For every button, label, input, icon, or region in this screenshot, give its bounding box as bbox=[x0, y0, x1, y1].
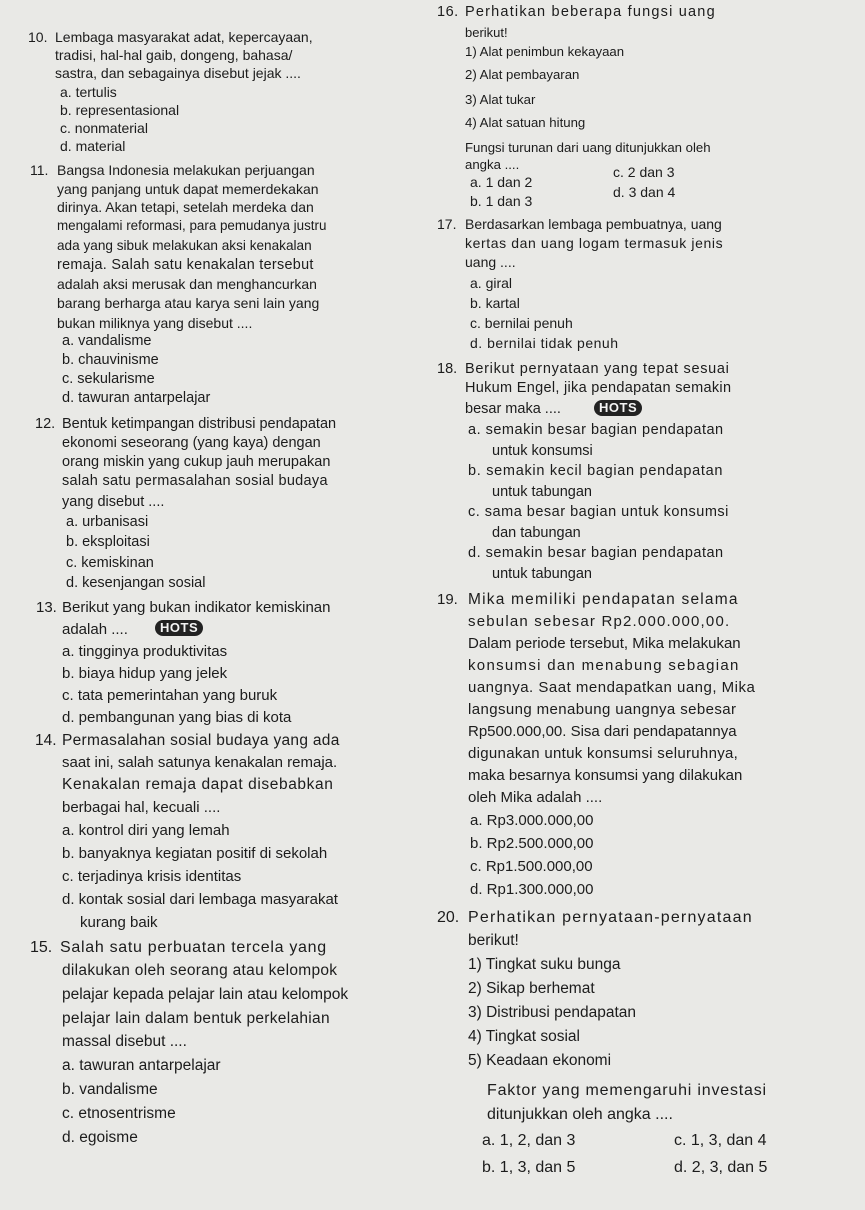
answer-option: c. terjadinya krisis identitas bbox=[62, 868, 242, 885]
question-number: 20. bbox=[437, 909, 460, 926]
question-number: 12. bbox=[35, 416, 56, 432]
answer-option: b. representasional bbox=[60, 102, 180, 118]
text-line: dilakukan oleh seorang atau kelompok bbox=[62, 962, 338, 979]
text-line: pelajar kepada pelajar lain atau kelompok bbox=[62, 986, 349, 1003]
text-line: ekonomi seseorang (yang kaya) dengan bbox=[62, 435, 321, 451]
text-line: Salah satu perbuatan tercela yang bbox=[60, 939, 327, 956]
text-line: Permasalahan sosial budaya yang ada bbox=[62, 732, 340, 749]
answer-option: b. biaya hidup yang jelek bbox=[62, 665, 228, 682]
text-line: sastra, dan sebagainya disebut jejak .... bbox=[55, 65, 301, 81]
question-number: 16. bbox=[437, 4, 459, 20]
answer-option: a. vandalisme bbox=[62, 333, 152, 349]
text-line: Bentuk ketimpangan distribusi pendapatan bbox=[62, 416, 337, 432]
text-line: Fungsi turunan dari uang ditunjukkan oleh bbox=[465, 140, 711, 155]
text-line: mengalami reformasi, para pemudanya justru bbox=[57, 218, 327, 233]
answer-option: untuk konsumsi bbox=[492, 443, 593, 459]
hots-badge: HOTS bbox=[155, 620, 203, 636]
answer-option: b. banyaknya kegiatan positif di sekolah bbox=[62, 845, 328, 862]
answer-option: c. sama besar bagian untuk konsumsi bbox=[468, 504, 729, 520]
answer-option: c. Rp1.500.000,00 bbox=[470, 858, 593, 875]
question-number: 17. bbox=[437, 216, 457, 232]
text-line: pelajar lain dalam bentuk perkelahian bbox=[62, 1010, 330, 1027]
text-line: yang disebut .... bbox=[62, 494, 165, 510]
answer-option: a. tawuran antarpelajar bbox=[62, 1057, 221, 1074]
answer-option: d. egoisme bbox=[62, 1129, 138, 1146]
answer-option: untuk tabungan bbox=[492, 566, 592, 582]
answer-option: c. kemiskinan bbox=[66, 555, 154, 571]
answer-option: c. 1, 3, dan 4 bbox=[674, 1132, 767, 1149]
answer-option: kurang baik bbox=[80, 914, 158, 931]
text-line: berikut! bbox=[468, 932, 519, 949]
question-number: 19. bbox=[437, 591, 458, 608]
answer-option: d. Rp1.300.000,00 bbox=[470, 881, 594, 898]
answer-option: b. eksploitasi bbox=[66, 534, 150, 550]
text-line: maka besarnya konsumsi yang dilakukan bbox=[468, 767, 743, 784]
question-number: 18. bbox=[437, 361, 458, 377]
answer-option: d. tawuran antarpelajar bbox=[62, 390, 211, 406]
list-item: 2) Sikap berhemat bbox=[468, 980, 595, 997]
answer-option: c. sekularisme bbox=[62, 371, 155, 387]
question-number: 13. bbox=[36, 599, 57, 616]
answer-option: d. material bbox=[60, 138, 126, 154]
text-line: Kenakalan remaja dapat disebabkan bbox=[62, 776, 334, 793]
list-item: 4) Tingkat sosial bbox=[468, 1028, 580, 1045]
text-line: langsung menabung uangnya sebesar bbox=[468, 701, 737, 718]
answer-option: d. 3 dan 4 bbox=[613, 184, 676, 200]
answer-option: a. kontrol diri yang lemah bbox=[62, 822, 230, 839]
answer-option: c. 2 dan 3 bbox=[613, 164, 675, 180]
answer-option: b. 1, 3, dan 5 bbox=[482, 1159, 576, 1176]
answer-option: a. urbanisasi bbox=[66, 514, 149, 530]
answer-option: c. tata pemerintahan yang buruk bbox=[62, 687, 278, 704]
list-item: 5) Keadaan ekonomi bbox=[468, 1052, 612, 1069]
text-line: Rp500.000,00. Sisa dari pendapatannya bbox=[468, 723, 737, 740]
text-line: tradisi, hal-hal gaib, dongeng, bahasa/ bbox=[55, 47, 293, 63]
answer-option: d. pembangunan yang bias di kota bbox=[62, 709, 292, 726]
text-line: Bangsa Indonesia melakukan perjuangan bbox=[57, 162, 315, 178]
answer-option: a. giral bbox=[470, 275, 513, 291]
text-line: adalah .... bbox=[62, 621, 128, 638]
text-line: orang miskin yang cukup jauh merupakan bbox=[62, 454, 331, 470]
answer-option: a. 1, 2, dan 3 bbox=[482, 1132, 576, 1149]
text-line: oleh Mika adalah .... bbox=[468, 789, 603, 806]
text-line: Dalam periode tersebut, Mika melakukan bbox=[468, 635, 741, 652]
question-number: 14. bbox=[35, 732, 57, 749]
question-number: 15. bbox=[30, 939, 53, 956]
text-line: angka .... bbox=[465, 157, 520, 172]
text-line: kertas dan uang logam termasuk jenis bbox=[465, 235, 724, 251]
answer-option: a. 1 dan 2 bbox=[470, 174, 533, 190]
text-line: remaja. Salah satu kenakalan tersebut bbox=[57, 257, 314, 273]
answer-option: d. semakin besar bagian pendapatan bbox=[468, 545, 724, 561]
question-number: 11. bbox=[30, 162, 49, 178]
answer-option: b. 1 dan 3 bbox=[470, 193, 533, 209]
answer-option: a. semakin besar bagian pendapatan bbox=[468, 422, 724, 438]
answer-option: b. Rp2.500.000,00 bbox=[470, 835, 594, 852]
text-line: salah satu permasalahan sosial budaya bbox=[62, 473, 328, 489]
text-line: berikut! bbox=[465, 25, 508, 40]
answer-option: d. kontak sosial dari lembaga masyarakat bbox=[62, 891, 338, 908]
text-line: uang .... bbox=[465, 254, 516, 270]
hots-badge: HOTS bbox=[594, 400, 642, 416]
answer-option: c. nonmaterial bbox=[60, 120, 148, 136]
text-line: bukan miliknya yang disebut .... bbox=[57, 315, 253, 331]
list-item: 4) Alat satuan hitung bbox=[465, 115, 586, 130]
text-line: barang berharga atau karya seni lain yang bbox=[57, 295, 320, 311]
list-item: 1) Tingkat suku bunga bbox=[468, 956, 621, 973]
text-line: sebulan sebesar Rp2.000.000,00. bbox=[468, 613, 731, 630]
text-line: digunakan untuk konsumsi seluruhnya, bbox=[468, 745, 739, 762]
text-line: ada yang sibuk melakukan aksi kenakalan bbox=[57, 238, 312, 253]
text-line: Mika memiliki pendapatan selama bbox=[468, 591, 739, 608]
text-line: Berdasarkan lembaga pembuatnya, uang bbox=[465, 216, 722, 232]
answer-option: b. vandalisme bbox=[62, 1081, 158, 1098]
answer-option: a. tertulis bbox=[60, 84, 117, 100]
answer-option: b. chauvinisme bbox=[62, 352, 159, 368]
list-item: 1) Alat penimbun kekayaan bbox=[465, 44, 625, 59]
list-item: 2) Alat pembayaran bbox=[465, 67, 580, 82]
text-line: besar maka .... bbox=[465, 401, 561, 417]
answer-option: b. kartal bbox=[470, 295, 520, 311]
answer-option: d. 2, 3, dan 5 bbox=[674, 1159, 768, 1176]
answer-option: c. etnosentrisme bbox=[62, 1105, 176, 1122]
text-line: Berikut pernyataan yang tepat sesuai bbox=[465, 361, 730, 377]
text-line: konsumsi dan menabung sebagian bbox=[468, 657, 740, 674]
answer-option: untuk tabungan bbox=[492, 484, 592, 500]
text-line: dirinya. Akan tetapi, setelah merdeka dan bbox=[57, 199, 314, 215]
text-line: adalah aksi merusak dan menghancurkan bbox=[57, 276, 317, 292]
text-line: massal disebut .... bbox=[62, 1033, 187, 1050]
text-line: uangnya. Saat mendapatkan uang, Mika bbox=[468, 679, 756, 696]
text-line: Berikut yang bukan indikator kemiskinan bbox=[62, 599, 331, 616]
answer-option: dan tabungan bbox=[492, 525, 581, 541]
answer-option: a. tingginya produktivitas bbox=[62, 643, 228, 660]
answer-option: c. bernilai penuh bbox=[470, 315, 573, 331]
answer-option: a. Rp3.000.000,00 bbox=[470, 812, 594, 829]
text-line: berbagai hal, kecuali .... bbox=[62, 799, 221, 816]
answer-option: b. semakin kecil bagian pendapatan bbox=[468, 463, 724, 479]
text-line: Perhatikan beberapa fungsi uang bbox=[465, 4, 716, 20]
text-line: yang panjang untuk dapat memerdekakan bbox=[57, 181, 319, 197]
text-line: Lembaga masyarakat adat, kepercayaan, bbox=[55, 29, 313, 45]
answer-option: d. kesenjangan sosial bbox=[66, 575, 206, 591]
list-item: 3) Alat tukar bbox=[465, 92, 536, 107]
question-number: 10. bbox=[28, 29, 48, 45]
list-item: 3) Distribusi pendapatan bbox=[468, 1004, 637, 1021]
text-line: Faktor yang memengaruhi investasi bbox=[487, 1082, 767, 1099]
text-line: Perhatikan pernyataan-pernyataan bbox=[468, 909, 753, 926]
answer-option: d. bernilai tidak penuh bbox=[470, 335, 619, 351]
text-line: ditunjukkan oleh angka .... bbox=[487, 1106, 673, 1123]
text-line: Hukum Engel, jika pendapatan semakin bbox=[465, 380, 732, 396]
text-line: saat ini, salah satunya kenakalan remaja. bbox=[62, 754, 338, 771]
